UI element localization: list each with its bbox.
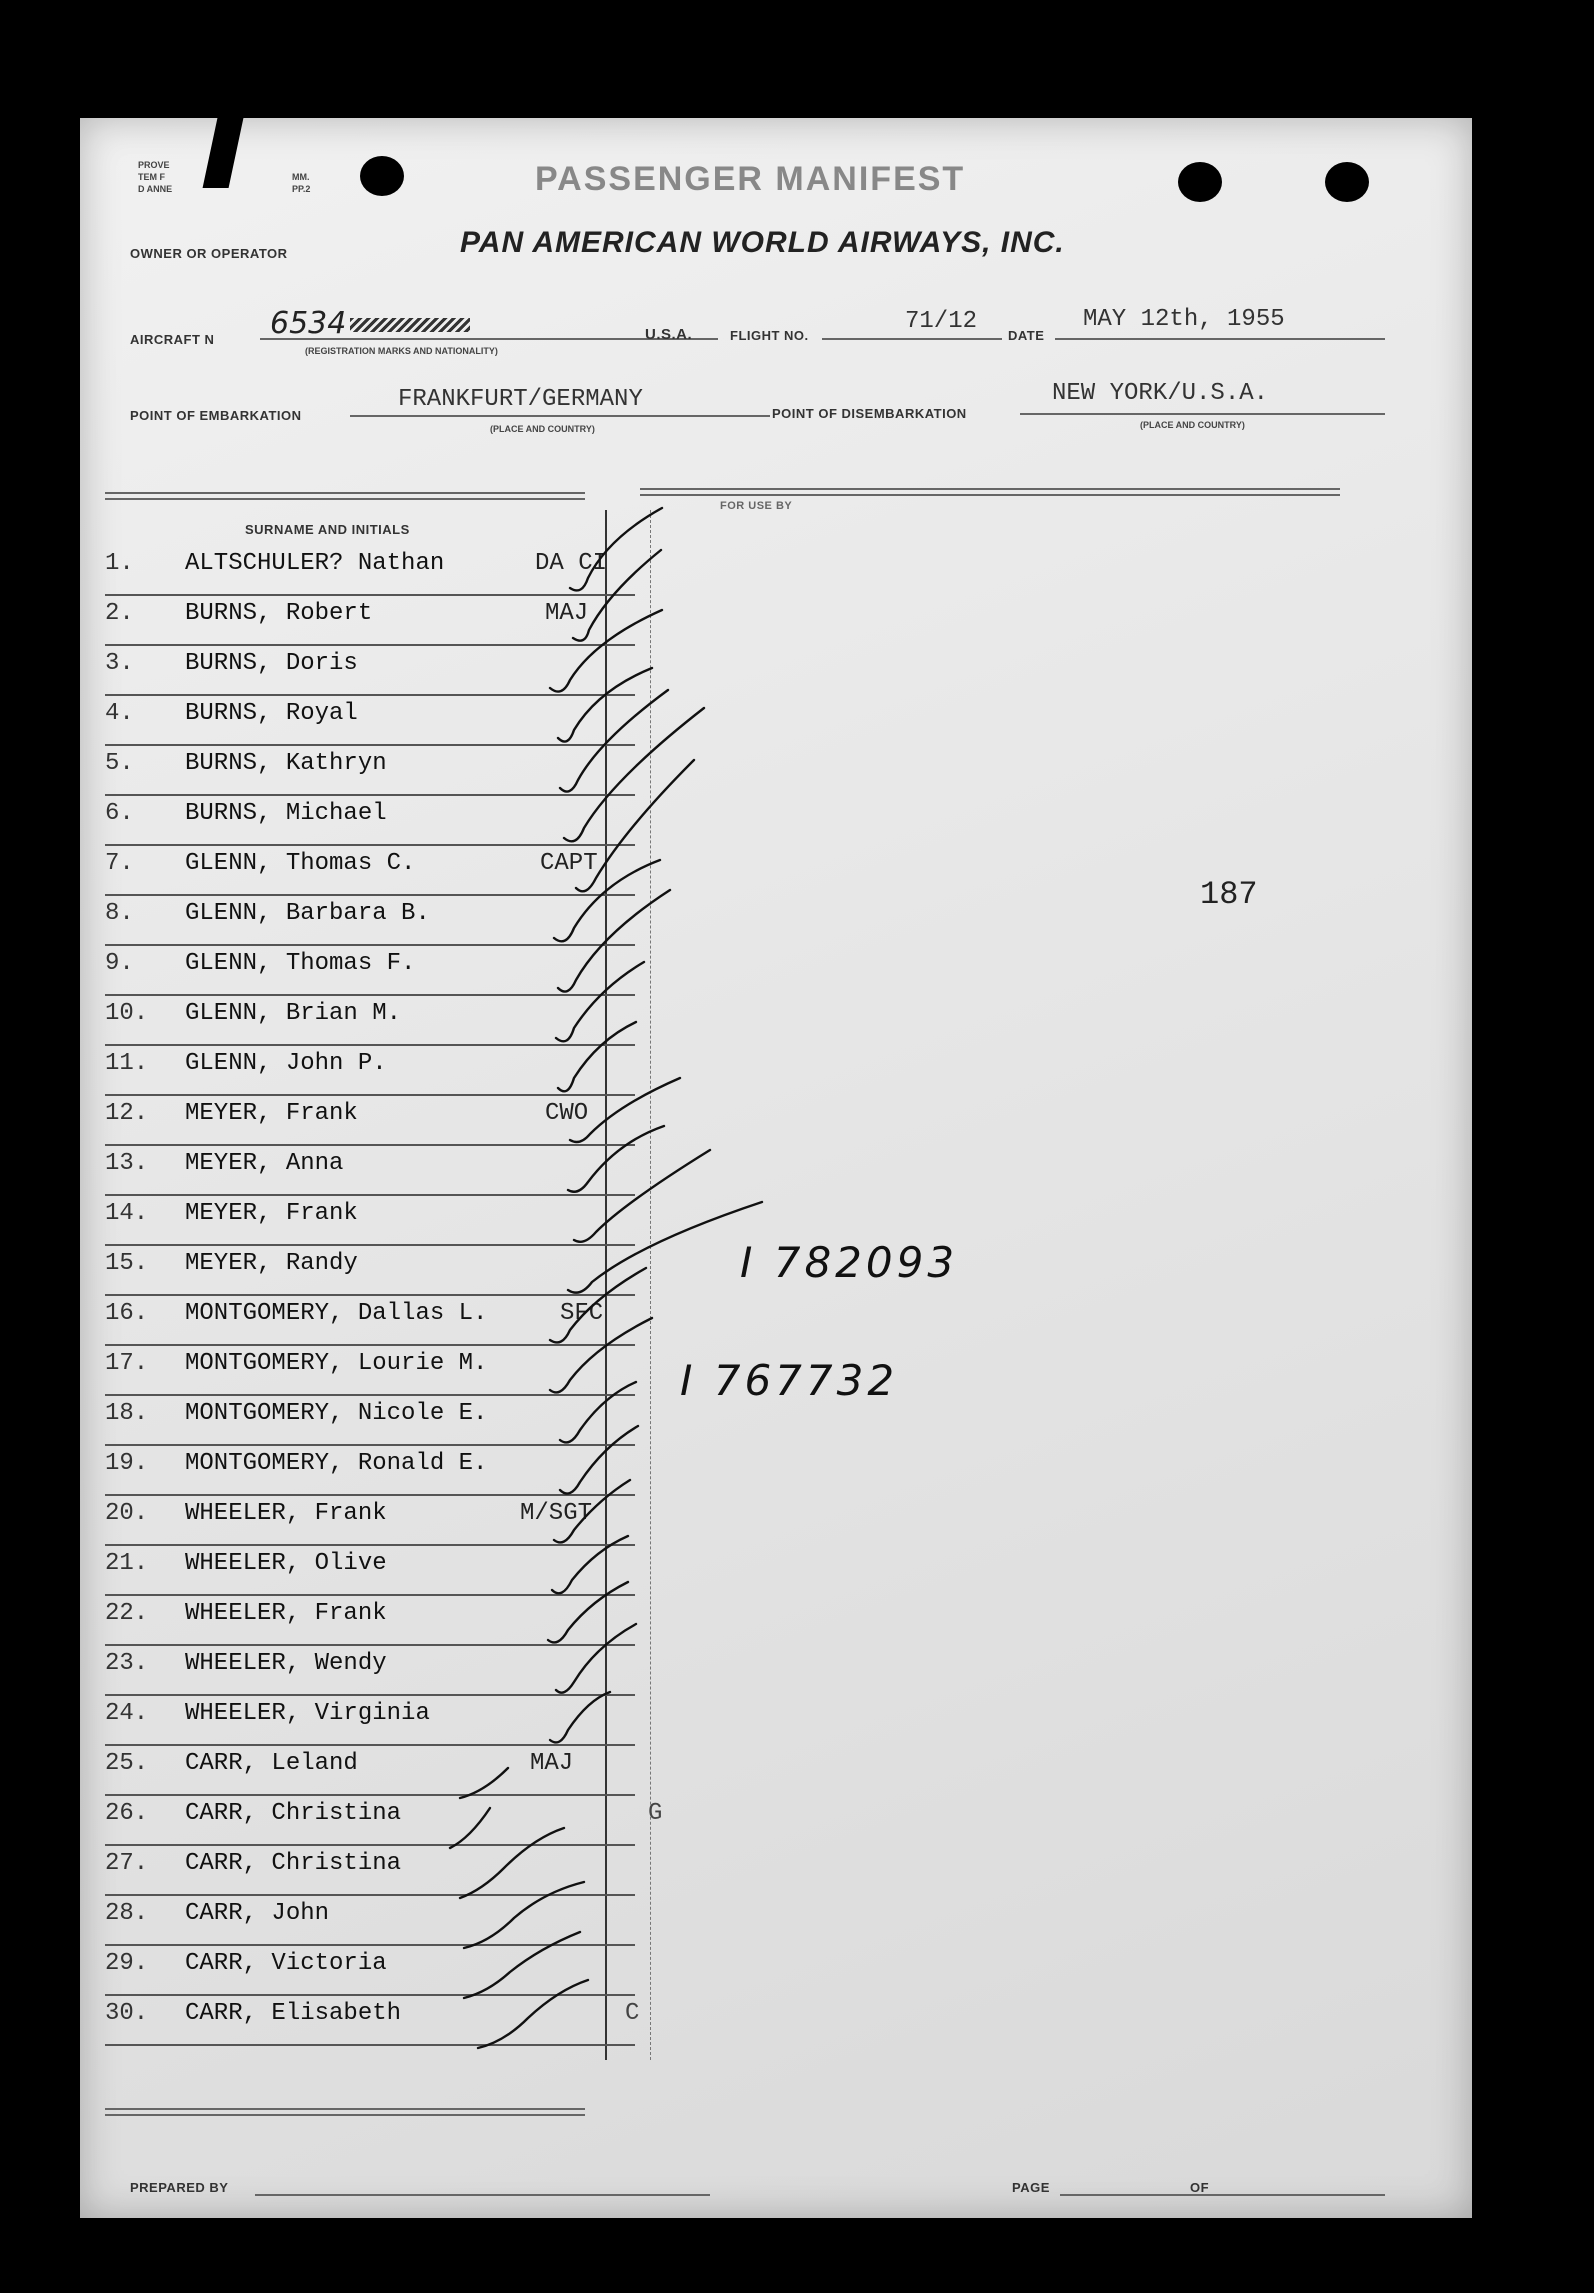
row-number: 21. — [105, 1550, 149, 1577]
disembarkation-label: POINT OF DISEMBARKATION — [772, 406, 967, 421]
passenger-name: CARR, Christina — [185, 1800, 402, 1827]
passenger-name: WHEELER, Frank — [185, 1600, 387, 1627]
passenger-name: WHEELER, Frank — [185, 1500, 387, 1527]
row-number: 26. — [105, 1800, 149, 1827]
row-number: 27. — [105, 1850, 149, 1877]
passenger-name: CARR, Christina — [185, 1850, 402, 1877]
airline-name: PAN AMERICAN WORLD AIRWAYS, INC. — [460, 226, 1065, 259]
date-label: DATE — [1008, 328, 1045, 343]
prepared-by-label: PREPARED BY — [130, 2180, 229, 2195]
disembarkation-value: NEW YORK/U.S.A. — [1052, 380, 1269, 407]
passenger-name: MEYER, Anna — [185, 1150, 344, 1177]
passenger-name: ALTSCHULER? Nathan — [185, 550, 445, 577]
row-number: 10. — [105, 1000, 149, 1027]
passenger-name: MONTGOMERY, Ronald E. — [185, 1450, 488, 1477]
column-header-surname: SURNAME AND INITIALS — [245, 522, 410, 537]
column-header-use: FOR USE BY — [720, 500, 793, 512]
row-number: 4. — [105, 700, 134, 727]
passenger-name: BURNS, Michael — [185, 800, 387, 827]
row-number: 16. — [105, 1300, 149, 1327]
column-mark: C — [625, 2000, 640, 2027]
passenger-rank: CWO — [545, 1100, 589, 1127]
row-number: 14. — [105, 1200, 149, 1227]
flight-label: FLIGHT NO. — [730, 328, 809, 343]
passenger-name: CARR, Victoria — [185, 1950, 387, 1977]
passenger-name: CARR, Leland — [185, 1750, 358, 1777]
page-number: 187 — [1200, 876, 1258, 913]
passenger-name: CARR, Elisabeth — [185, 2000, 402, 2027]
row-number: 28. — [105, 1900, 149, 1927]
row-number: 15. — [105, 1250, 149, 1277]
approval-stamp-line: PP.2 — [292, 184, 311, 194]
passenger-rank: MAJ — [545, 600, 589, 627]
passenger-name: BURNS, Royal — [185, 700, 358, 727]
registration-note: (REGISTRATION MARKS AND NATIONALITY) — [305, 346, 498, 356]
passenger-name: MONTGOMERY, Nicole E. — [185, 1400, 488, 1427]
row-number: 20. — [105, 1500, 149, 1527]
row-number: 18. — [105, 1400, 149, 1427]
page-label: PAGE — [1012, 2180, 1050, 2195]
approval-stamp-line: D ANNE — [138, 184, 173, 194]
row-number: 5. — [105, 750, 134, 777]
passenger-name: MEYER, Randy — [185, 1250, 358, 1277]
passenger-name: BURNS, Kathryn — [185, 750, 387, 777]
embarkation-value: FRANKFURT/GERMANY — [398, 386, 643, 413]
passenger-rank: CAPT — [540, 850, 598, 877]
passenger-name: WHEELER, Virginia — [185, 1700, 430, 1727]
prepared-by-line — [255, 2194, 710, 2196]
embarkation-label: POINT OF EMBARKATION — [130, 408, 302, 423]
place-note-disembarkation: (PLACE AND COUNTRY) — [1140, 420, 1245, 430]
passenger-name: MEYER, Frank — [185, 1100, 358, 1127]
row-number: 19. — [105, 1450, 149, 1477]
row-number: 17. — [105, 1350, 149, 1377]
row-number: 29. — [105, 1950, 149, 1977]
row-number: 25. — [105, 1750, 149, 1777]
aircraft-value: 6534 — [270, 306, 347, 341]
country-label: U.S.A. — [645, 326, 693, 343]
row-number: 11. — [105, 1050, 149, 1077]
passenger-rank: DA CI — [535, 550, 608, 577]
aircraft-label: AIRCRAFT N — [130, 332, 215, 347]
row-number: 8. — [105, 900, 134, 927]
passenger-rank: SFC — [560, 1300, 604, 1327]
page-title: PASSENGER MANIFEST — [535, 160, 966, 198]
handwritten-note-1: I 782093 — [740, 1238, 959, 1287]
passenger-name: GLENN, Thomas C. — [185, 850, 416, 877]
row-number: 1. — [105, 550, 134, 577]
row-number: 24. — [105, 1700, 149, 1727]
row-number: 7. — [105, 850, 134, 877]
passenger-name: WHEELER, Wendy — [185, 1650, 387, 1677]
place-note-embarkation: (PLACE AND COUNTRY) — [490, 424, 595, 434]
approval-stamp-line: MM. — [292, 172, 310, 182]
of-label: OF — [1190, 2180, 1210, 2195]
approval-stamp-line: PROVE — [138, 160, 170, 170]
owner-label: OWNER OR OPERATOR — [130, 246, 288, 261]
row-number: 22. — [105, 1600, 149, 1627]
row-number: 6. — [105, 800, 134, 827]
passenger-name: GLENN, Barbara B. — [185, 900, 430, 927]
column-mark: G — [648, 1800, 663, 1827]
approval-stamp-line: TEM F — [138, 172, 165, 182]
passenger-name: GLENN, Thomas F. — [185, 950, 416, 977]
manifest-page — [80, 118, 1472, 2218]
passenger-rank: MAJ — [530, 1750, 574, 1777]
row-number: 3. — [105, 650, 134, 677]
row-number: 12. — [105, 1100, 149, 1127]
date-value: MAY 12th, 1955 — [1083, 306, 1285, 333]
row-number: 13. — [105, 1150, 149, 1177]
passenger-name: GLENN, John P. — [185, 1050, 387, 1077]
passenger-rank: M/SGT — [520, 1500, 593, 1527]
passenger-name: MONTGOMERY, Lourie M. — [185, 1350, 488, 1377]
of-line — [1220, 2194, 1385, 2196]
passenger-name: MONTGOMERY, Dallas L. — [185, 1300, 488, 1327]
flight-value: 71/12 — [905, 308, 978, 335]
passenger-name: CARR, John — [185, 1900, 330, 1927]
handwritten-note-2: I 767732 — [680, 1356, 899, 1405]
row-number: 30. — [105, 2000, 149, 2027]
check-marks — [80, 118, 1472, 2218]
row-number: 23. — [105, 1650, 149, 1677]
passenger-name: GLENN, Brian M. — [185, 1000, 402, 1027]
passenger-name: MEYER, Frank — [185, 1200, 358, 1227]
row-number: 9. — [105, 950, 134, 977]
passenger-name: BURNS, Doris — [185, 650, 358, 677]
passenger-name: BURNS, Robert — [185, 600, 373, 627]
passenger-name: WHEELER, Olive — [185, 1550, 387, 1577]
row-number: 2. — [105, 600, 134, 627]
